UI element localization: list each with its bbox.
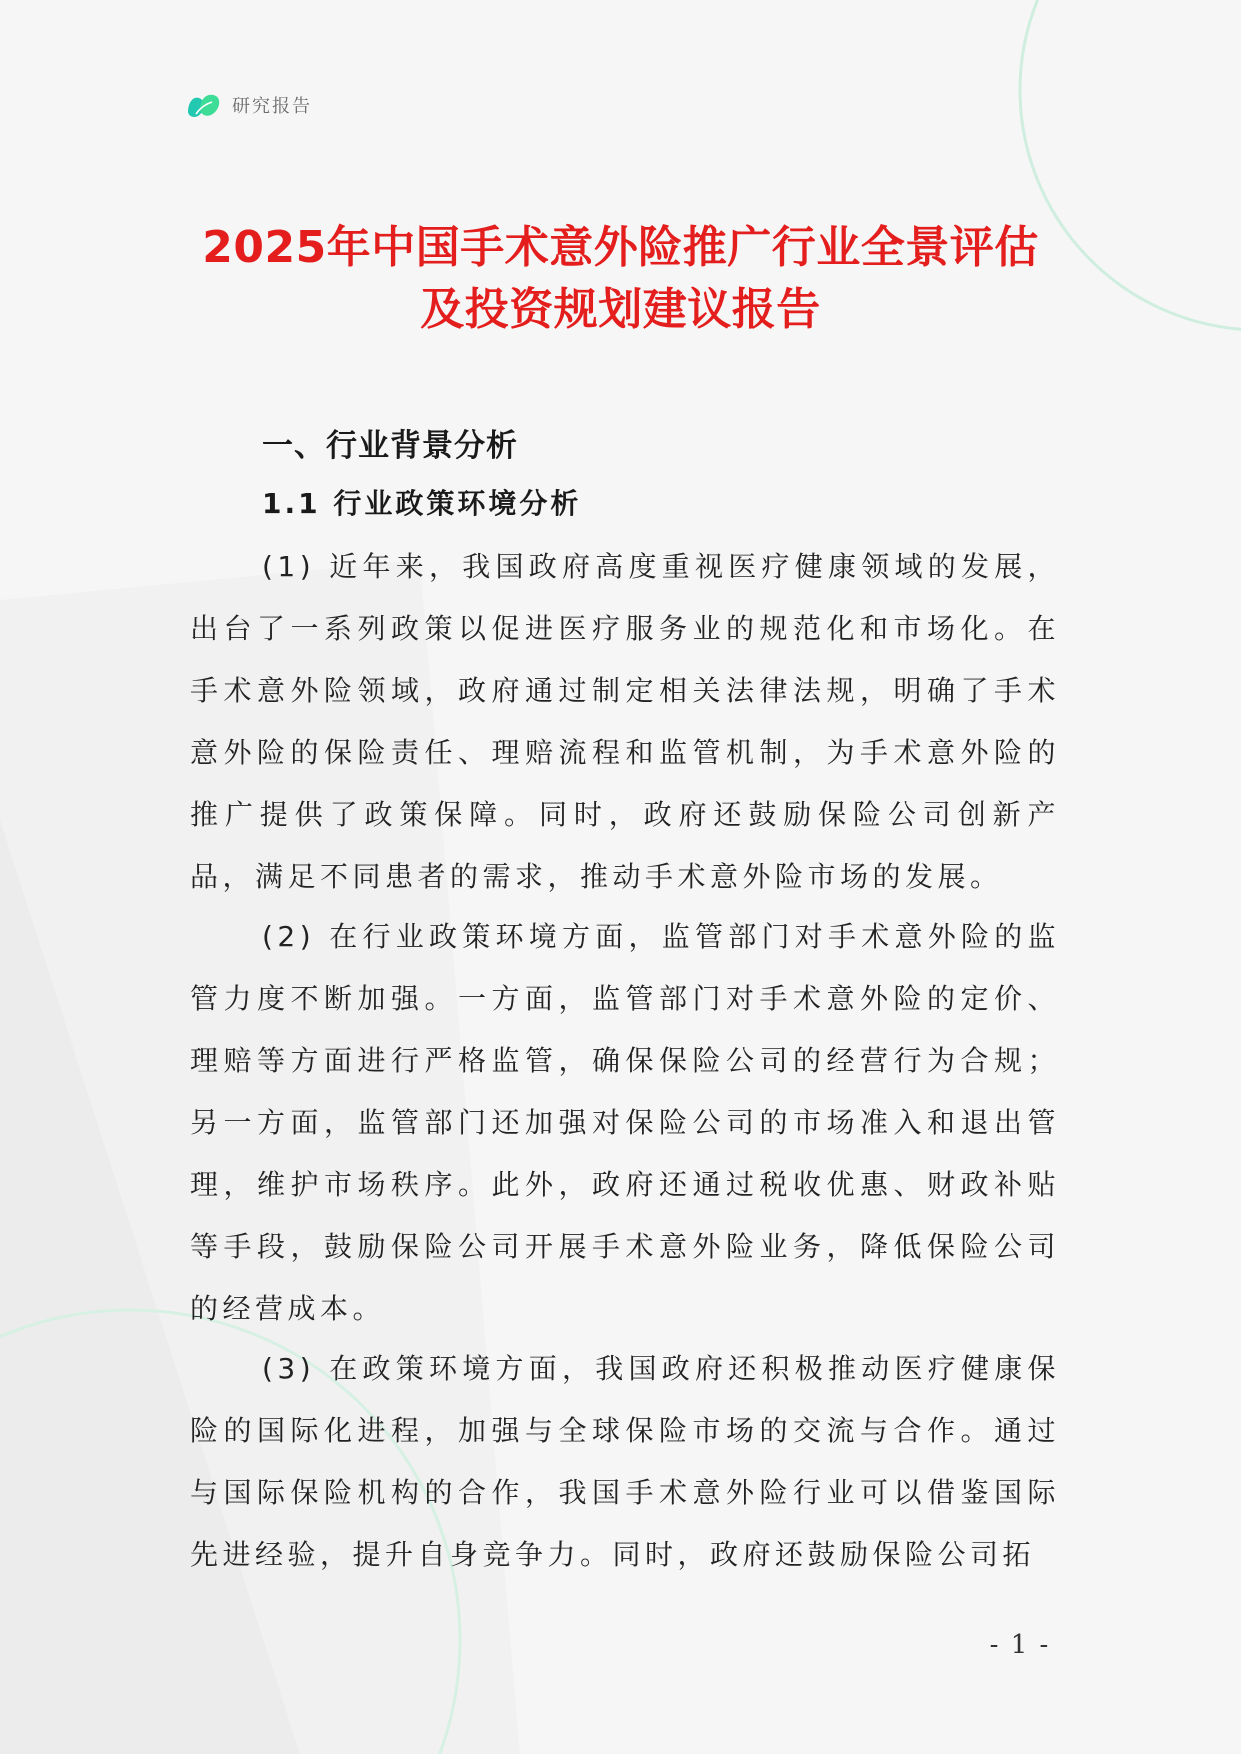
page-number: - 1 - (989, 1630, 1051, 1660)
report-title-line-1: 2025年中国手术意外险推广行业全景评估 (202, 222, 1039, 273)
brand-header (186, 90, 312, 120)
report-title-line-2: 及投资规划建议报告 (420, 284, 821, 335)
section-heading: 一、行业背景分析 (262, 428, 518, 464)
leaf-logo-icon (186, 90, 222, 120)
paragraph-3: (3) 在政策环境方面，我国政府还积极推动医疗健康保险的国际化进程，加强与全球保险市场的交流与合作。通过与国际保险机构的合作，我国手术意外险行业可以借鉴国际先进经验，提升自身竞争力。同时，政府还鼓励保险公司拓 (190, 1352, 1060, 1571)
paragraph-2: (2) 在行业政策环境方面，监管部门对手术意外险的监管力度不断加强。一方面，监管部门对手术意外险的定价、理赔等方面进行严格监管，确保保险公司的经营行为合规；另一方面，监管部门还加强对保险公司的市场准入和退出管理，维护市场秩序。此外，政府还通过税收优惠、财政补贴等手段，鼓励保险公司开展手术意外险业务，降低保险公司的经营成本。 (190, 920, 1060, 1325)
paragraph-1: (1) 近年来，我国政府高度重视医疗健康领域的发展，出台了一系列政策以促进医疗服务业的规范化和市场化。在手术意外险领域，政府通过制定相关法律法规，明确了手术意外险的保险责任、理赔流程和监管机制，为手术意外险的推广提供了政策保障。同时，政府还鼓励保险公司创新产品，满足不同患者的需求，推动手术意外险市场的发展。 (190, 550, 1060, 893)
subsection-heading: 1.1 行业政策环境分析 (262, 487, 582, 520)
brand-label: 研究报告 (232, 96, 312, 117)
